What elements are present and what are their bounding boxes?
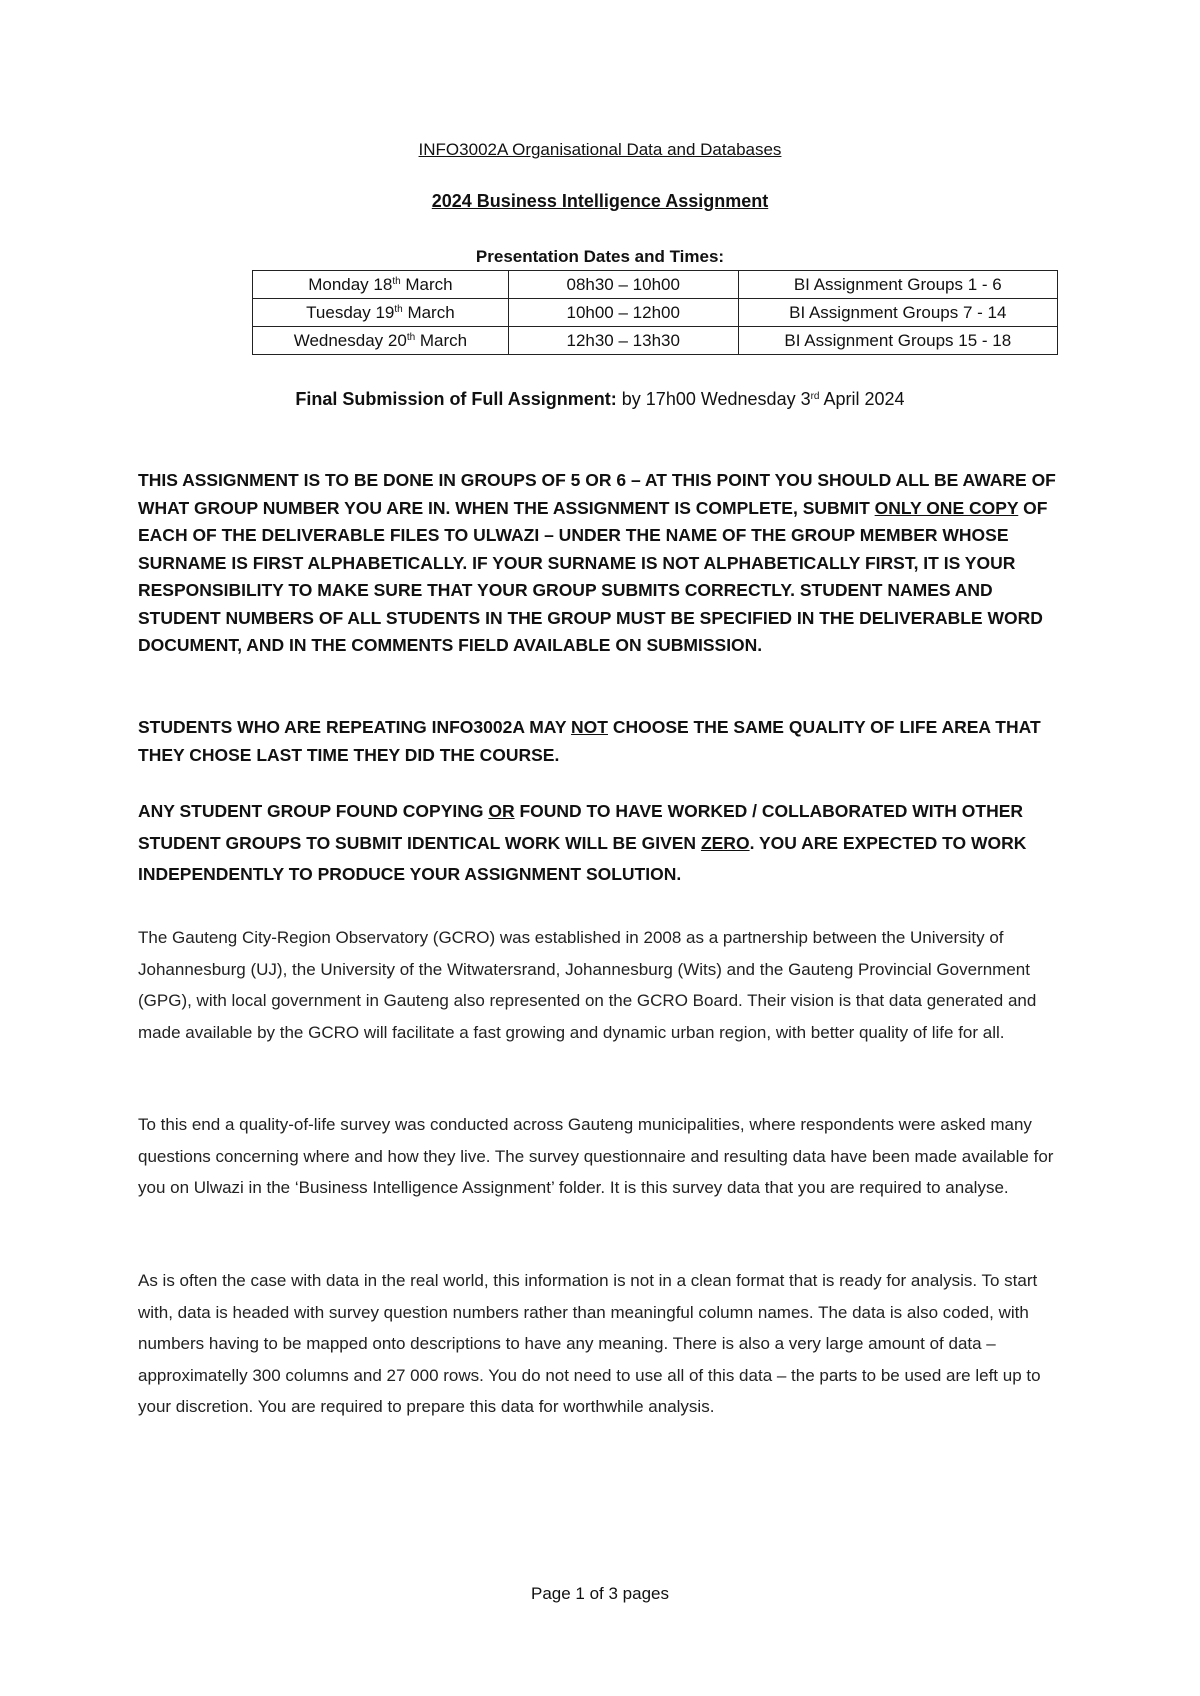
- schedule-groups: BI Assignment Groups 1 - 6: [738, 271, 1057, 299]
- schedule-day: Monday 18th March: [253, 271, 509, 299]
- survey-paragraph: To this end a quality-of-life survey was conducted across Gauteng municipalities, where respondents were asked many questions concerning where and how they live. The survey questionnaire and resulting data have been made available for you on Ulwazi in the ‘Business Intelligence Assignment’ folder. It is this survey data that you are required to analyse.: [138, 1115, 1054, 1197]
- group-instructions-paragraph: THIS ASSIGNMENT IS TO BE DONE IN GROUPS OF 5 OR 6 – AT THIS POINT YOU SHOULD ALL BE AWARE OF WHAT GROUP NUMBER YOU ARE IN. WHEN THE ASSIGNMENT IS COMPLETE, SUBMIT ONLY ONE COPY OF EACH OF THE DELIVERABLE FILES TO ULWAZI – UNDER THE NAME OF THE GROUP MEMBER WHOSE SURNAME IS FIRST ALPHABETICALLY. IF YOUR SURNAME IS NOT ALPHABETICALLY FIRST, IT IS YOUR RESPONSIBILITY TO MAKE SURE THAT YOUR GROUP SUBMITS CORRECTLY. STUDENT NAMES AND STUDENT NUMBERS OF ALL STUDENTS IN THE GROUP MUST BE SPECIFIED IN THE DELIVERABLE WORD DOCUMENT, AND IN THE COMMENTS FIELD AVAILABLE ON SUBMISSION.: [138, 470, 1056, 655]
- table-row: [253, 299, 1058, 327]
- schedule-groups: BI Assignment Groups 15 - 18: [738, 327, 1057, 355]
- repeating-students-paragraph: STUDENTS WHO ARE REPEATING INFO3002A MAY NOT CHOOSE THE SAME QUALITY OF LIFE AREA THAT THEY CHOSE LAST TIME THEY DID THE COURSE.: [138, 717, 1041, 765]
- table-row: [253, 327, 1058, 355]
- schedule-day: Wednesday 20th March: [253, 327, 509, 355]
- final-submission-line: Final Submission of Full Assignment: by 17h00 Wednesday 3rd April 2024: [295, 389, 905, 409]
- table-row: [253, 271, 1058, 299]
- course-title: INFO3002A Organisational Data and Databases: [418, 140, 782, 159]
- final-submission-label: Final Submission of Full Assignment:: [295, 389, 617, 409]
- gcro-intro-paragraph: The Gauteng City-Region Observatory (GCRO) was established in 2008 as a partnership between the University of Johannesburg (UJ), the University of the Witwatersrand, Johannesburg (Wits) and the Gauteng Provincial Government (GPG), with local government in Gauteng also represented on the GCRO Board. Their vision is that data generated and made available by the GCRO will facilitate a fast growing and dynamic urban region, with better quality of life for all.: [138, 928, 1037, 1042]
- schedule-groups: BI Assignment Groups 7 - 14: [738, 299, 1057, 327]
- schedule-time: 10h00 – 12h00: [508, 299, 738, 327]
- schedule-day: Tuesday 19th March: [253, 299, 509, 327]
- schedule-time: 08h30 – 10h00: [508, 271, 738, 299]
- copying-warning-paragraph: ANY STUDENT GROUP FOUND COPYING OR FOUND TO HAVE WORKED / COLLABORATED WITH OTHER STUDENT GROUPS TO SUBMIT IDENTICAL WORK WILL BE GIVEN ZERO. YOU ARE EXPECTED TO WORK INDEPENDENTLY TO PRODUCE YOUR ASSIGNMENT SOLUTION.: [138, 801, 1027, 884]
- presentation-heading: Presentation Dates and Times:: [475, 247, 725, 266]
- presentation-schedule-table: [252, 270, 1058, 355]
- assignment-title: 2024 Business Intelligence Assignment: [431, 191, 769, 211]
- schedule-time: 12h30 – 13h30: [508, 327, 738, 355]
- data-quality-paragraph: As is often the case with data in the real world, this information is not in a clean format that is ready for analysis. To start with, data is headed with survey question numbers rather than meaningful column names. The data is also coded, with numbers having to be mapped onto descriptions to have any meaning. There is also a very large amount of data – approximatelly 300 columns and 27 000 rows. You do not need to use all of this data – the parts to be used are left up to your discretion. You are required to prepare this data for worthwhile analysis.: [138, 1271, 1041, 1416]
- page-number: Page 1 of 3 pages: [530, 1584, 669, 1603]
